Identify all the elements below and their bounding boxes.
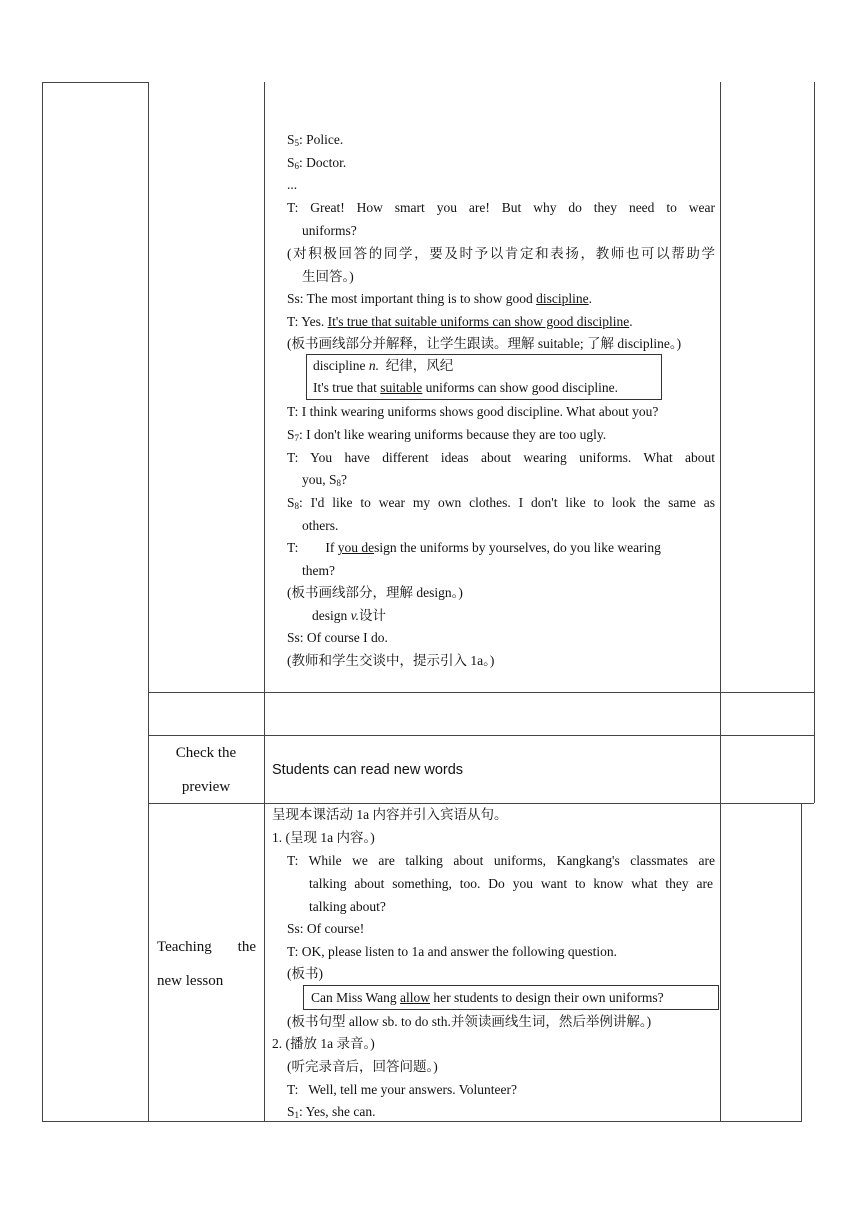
- vocab-design: design v.设计: [312, 608, 386, 623]
- dialogue-note: (板书画线部分，理解 design。): [287, 585, 463, 600]
- example-sentence: It's true that suitable uniforms can show good discipline.: [313, 380, 619, 395]
- dialogue-line: $S_6$: Doctor.: [287, 155, 347, 171]
- dialogue-line: others.: [302, 518, 339, 533]
- dialogue-line: T: OK, please listen to 1a and answer the following question.: [287, 944, 618, 959]
- dialogue-line: talking about something, too. Do you want to know what they are: [309, 876, 713, 891]
- blackboard-box-discipline: [306, 354, 662, 400]
- lesson-intro: 呈现本课活动 1a 内容并引入宾语从句。: [272, 807, 508, 822]
- grid-line-top-left: [42, 82, 148, 83]
- teaching-label: Teaching the new lesson: [157, 939, 256, 989]
- blackboard-box-question: [303, 985, 719, 1010]
- grid-line-col3-upper: [720, 82, 721, 803]
- lesson-step: 1. (呈现 1a 内容。): [272, 830, 375, 845]
- dialogue-line: T: Great! How smart you are! But why do they need to wear: [287, 200, 715, 215]
- dialogue-line: Ss: Of course I do.: [287, 630, 388, 645]
- dialogue-note: (对积极回答的同学，要及时予以肯定和表扬，教师也可以帮助学: [287, 246, 715, 261]
- check-preview-content: Students can read new words: [272, 762, 464, 778]
- dialogue-line: ...: [287, 177, 298, 192]
- dialogue-note: (板书画线部分并解释，让学生跟读。理解 suitable; 了解 discipline。): [287, 336, 682, 351]
- line-text: : I'd like to wear my own clothes. I don't like to look the same as: [299, 495, 715, 510]
- dialogue-line: $S_5$: Police.: [287, 132, 344, 148]
- dialogue-line: uniforms?: [302, 223, 357, 238]
- dialogue-line: them?: [302, 563, 335, 578]
- dialogue-line: T: I think wearing uniforms shows good discipline. What about you?: [287, 404, 659, 419]
- dialogue-line: Ss: Of course!: [287, 921, 365, 936]
- dialogue-note: (板书句型 allow sb. to do sth.并领读画线生词，然后举例讲解。): [287, 1014, 652, 1029]
- dialogue-line: T: Well, tell me your answers. Volunteer?: [287, 1082, 517, 1097]
- grid-line-right-lower: [801, 803, 802, 1122]
- dialogue-line: [287, 491, 715, 514]
- dialogue-line: you, $S_8$?: [302, 472, 348, 488]
- dialogue-line: $S_7$: I don't like wearing uniforms because they are too ugly.: [287, 427, 607, 443]
- dialogue-note: (板书): [287, 966, 323, 981]
- grid-line-row1: [148, 692, 814, 693]
- grid-line-right-upper: [814, 82, 815, 803]
- dialogue-line: Ss: The most important thing is to show good discipline.: [287, 291, 593, 306]
- dialogue-note: (听完录音后，回答问题。): [287, 1059, 438, 1074]
- dialogue-line: T: If you design the uniforms by yourselves, do you like wearing: [287, 540, 661, 555]
- grid-line-col1: [148, 82, 149, 1122]
- board-question: Can Miss Wang allow her students to design their own uniforms?: [311, 990, 664, 1005]
- dialogue-line: T: While we are talking about uniforms, Kangkang's classmates are: [287, 853, 715, 868]
- dialogue-line: $S_1$: Yes, she can.: [287, 1104, 376, 1120]
- lesson-step: 2. (播放 1a 录音。): [272, 1036, 375, 1051]
- dialogue-note: 生回答。): [302, 269, 354, 284]
- grid-line-col3-lower: [720, 803, 721, 1122]
- dialogue-line: talking about?: [309, 899, 386, 914]
- speaker: $S_8$: [287, 495, 300, 511]
- check-preview-label: Check the preview: [175, 745, 237, 795]
- dialogue-note: (教师和学生交谈中，提示引入 1a。): [287, 653, 495, 668]
- vocab-entry: discipline n. 纪律，风纪: [313, 358, 454, 373]
- grid-line-left-outer: [42, 82, 43, 1122]
- grid-line-col2: [264, 82, 265, 1122]
- dialogue-line: T: Yes. It's true that suitable uniforms can show good discipline.: [287, 314, 633, 329]
- dialogue-line: T: You have different ideas about wearing uniforms. What about: [287, 450, 715, 465]
